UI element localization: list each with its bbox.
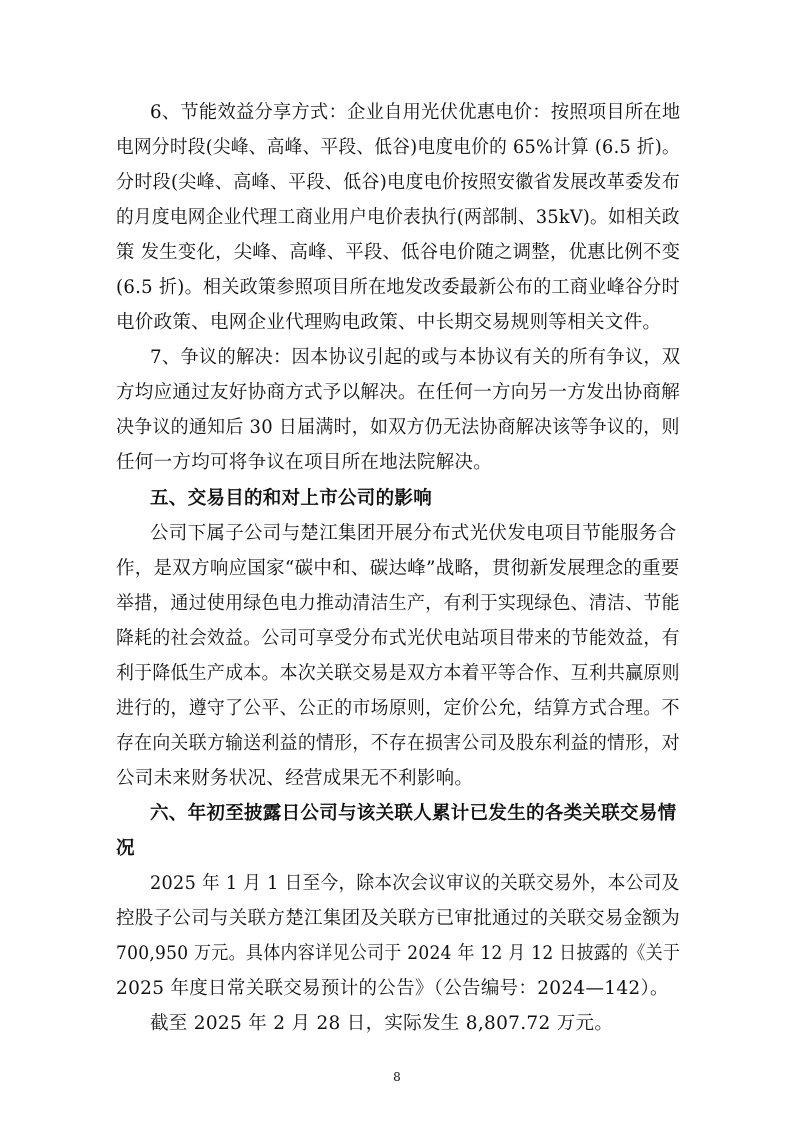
para-5-line-5: 利于降低生产成本。本次关联交易是双方本着平等合作、互利共赢原则 xyxy=(116,663,680,684)
page-number: 8 xyxy=(393,1070,401,1084)
section-7-line-4: 任何一方均可将争议在项目所在地法院解决。 xyxy=(116,452,493,473)
section-6-line-5: 策 发生变化，尖峰、高峰、平段、低谷电价随之调整，优惠比例不变 xyxy=(116,242,681,263)
section-6-line-4: 的月度电网企业代理工商业用户电价表执行(两部制、35kV)。如相关政 xyxy=(116,207,680,228)
section-heading-6-line-1: 六、年初至披露日公司与该关联人累计已发生的各类关联交易情 xyxy=(150,803,677,824)
section-6-line-6: (6.5 折)。相关政策参照项目所在地发改委最新公布的工商业峰谷分时 xyxy=(116,277,680,298)
section-heading-5: 五、交易目的和对上市公司的影响 xyxy=(150,488,433,509)
section-7-line-2: 方均应通过友好协商方式予以解决。在任何一方向另一方发出协商解 xyxy=(116,382,681,403)
para-6-line-3: 700,950 万元。具体内容详见公司于 2024 年 12 月 12 日披露的《关于 xyxy=(116,943,681,964)
para-6-line-1: 2025 年 1 月 1 日至今，除本次会议审议的关联交易外，本公司及 xyxy=(150,873,680,894)
para-5-line-7: 存在向关联方输送利益的情形，不存在损害公司及股东利益的情形，对 xyxy=(116,733,680,754)
para-5-line-4: 降耗的社会效益。公司可享受分布式光伏电站项目带来的节能效益，有 xyxy=(116,628,680,649)
section-6-line-2: 电网分时段(尖峰、高峰、平段、低谷)电度电价的 65%计算 (6.5 折)。 xyxy=(116,137,680,158)
para-5-line-3: 举措，通过使用绿色电力推动清洁生产，有利于实现绿色、清洁、节能 xyxy=(116,593,680,614)
section-7-line-1: 7、争议的解决：因本协议引起的或与本协议有关的所有争议，双 xyxy=(150,347,681,368)
para-6-line-2: 控股子公司与关联方楚江集团及关联方已审批通过的关联交易金额为 xyxy=(116,908,681,929)
section-heading-6-line-2: 况 xyxy=(116,838,135,859)
para-5-line-2: 作，是双方响应国家“碳中和、碳达峰”战略，贯彻新发展理念的重要 xyxy=(116,558,680,579)
para-5-line-8: 公司未来财务状况、经营成果无不利影响。 xyxy=(116,768,474,789)
para-5-line-6: 进行的，遵守了公平、公正的市场原则，定价公允，结算方式合理。不 xyxy=(116,698,680,719)
section-6-line-3: 分时段(尖峰、高峰、平段、低谷)电度电价按照安徽省发展改革委发布 xyxy=(116,172,681,193)
para-7-line-1: 截至 2025 年 2 月 28 日，实际发生 8,807.72 万元。 xyxy=(150,1013,614,1034)
section-6-line-1: 6、节能效益分享方式：企业自用光伏优惠电价：按照项目所在地 xyxy=(150,102,681,123)
section-7-line-3: 决争议的通知后 30 日届满时，如双方仍无法协商解决该等争议的，则 xyxy=(116,417,680,438)
para-6-line-4: 2025 年度日常关联交易预计的公告》（公告编号：2024—142）。 xyxy=(116,978,669,999)
para-5-line-1: 公司下属子公司与楚江集团开展分布式光伏发电项目节能服务合 xyxy=(150,523,677,544)
section-6-line-7: 电价政策、电网企业代理购电政策、中长期交易规则等相关文件。 xyxy=(116,312,662,333)
